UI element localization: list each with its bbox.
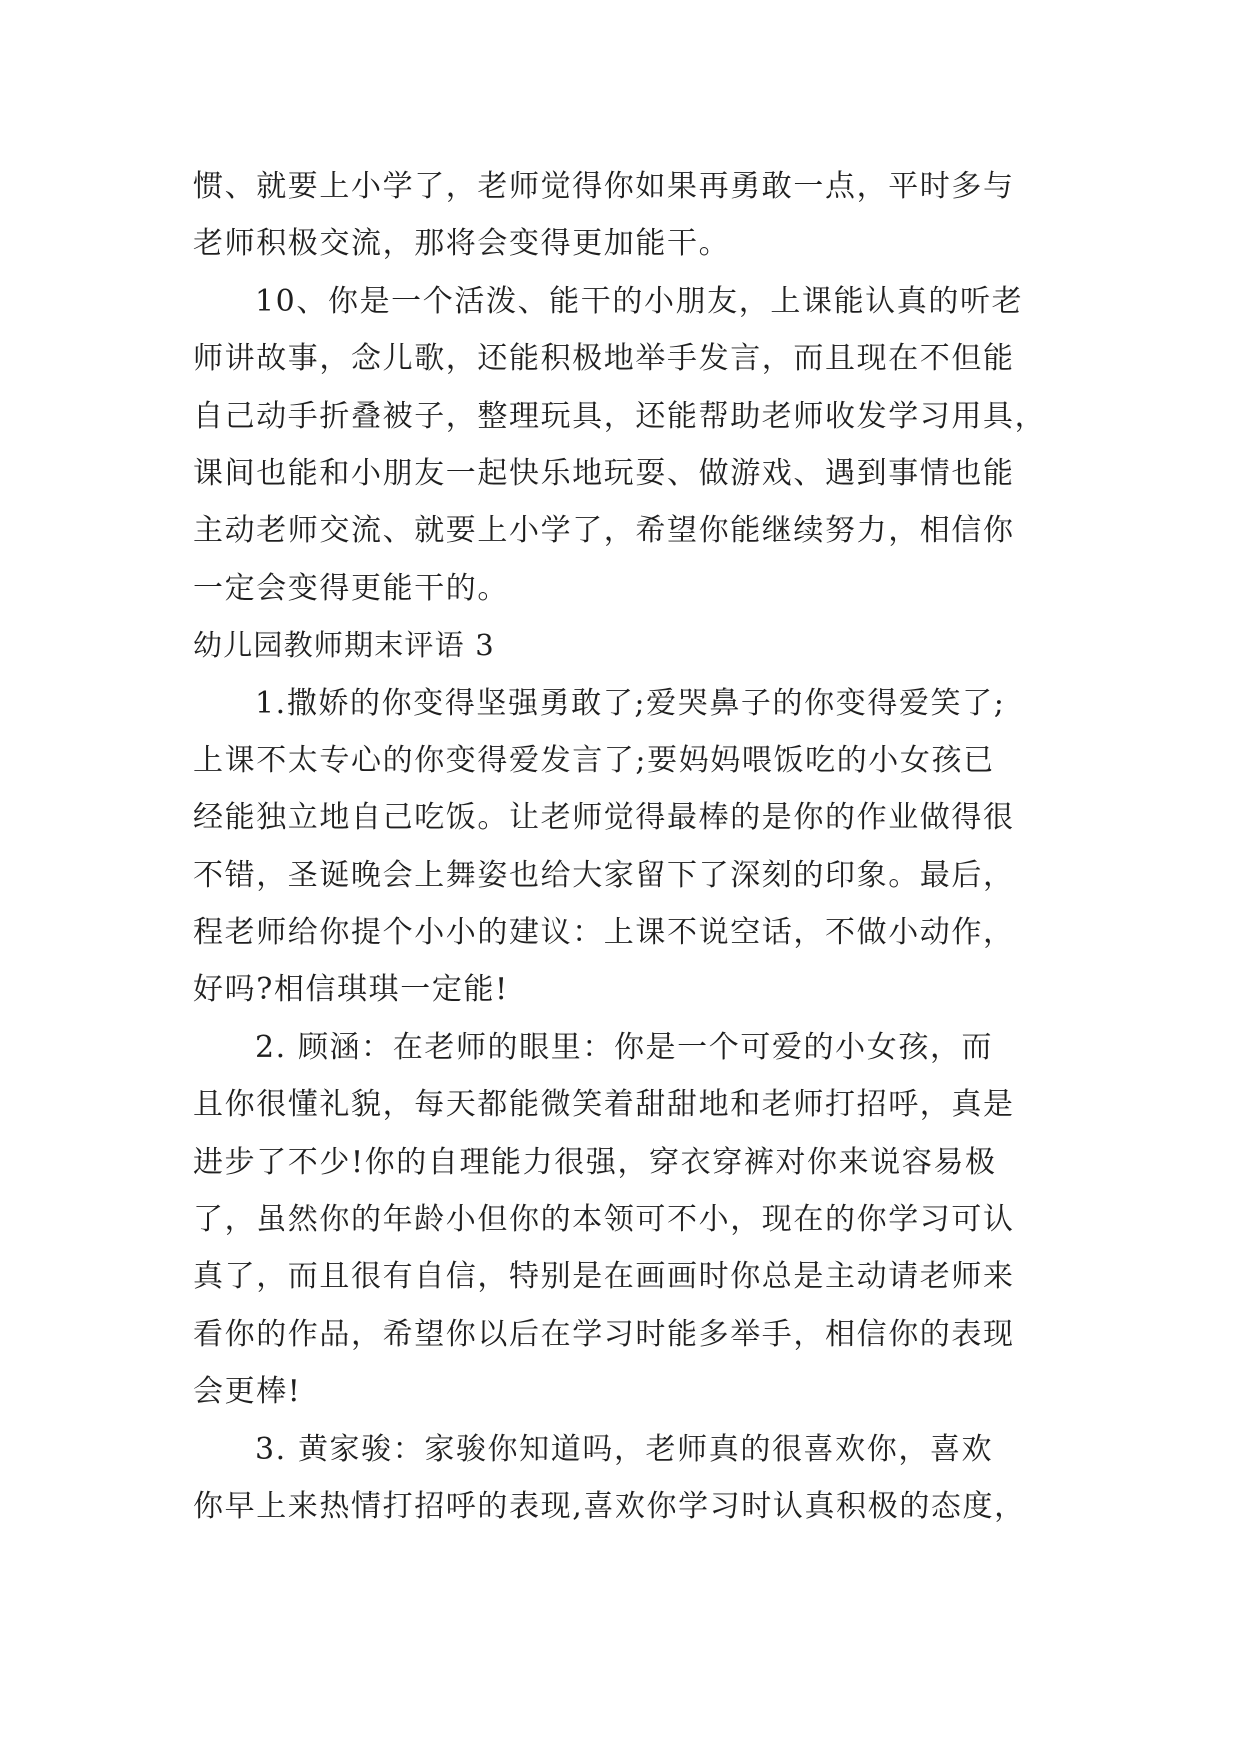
text-line: 且你很懂礼貌，每天都能微笑着甜甜地和老师打招呼，真是 bbox=[193, 1087, 1015, 1123]
text-line: 你早上来热情打招呼的表现,喜欢你学习时认真积极的态度， bbox=[193, 1488, 1026, 1524]
text-line: 师讲故事，念儿歌，还能积极地举手发言，而且现在不但能 bbox=[193, 341, 1015, 377]
text-line: 上课不太专心的你变得爱发言了;要妈妈喂饭吃的小女孩已 bbox=[193, 742, 995, 778]
text-line: 10、你是一个活泼、能干的小朋友，上课能认真的听老 bbox=[255, 283, 1024, 319]
text-line: 好吗?相信琪琪一定能! bbox=[193, 972, 509, 1008]
text-line: 主动老师交流、就要上小学了，希望你能继续努力，相信你 bbox=[193, 513, 1015, 549]
text-line: 看你的作品，希望你以后在学习时能多举手，相信你的表现 bbox=[193, 1316, 1015, 1352]
text-line: 惯、就要上小学了，老师觉得你如果再勇敢一点，平时多与 bbox=[193, 169, 1015, 204]
document-page bbox=[193, 158, 1053, 1535]
text-line: 了，虽然你的年龄小但你的本领可不小，现在的你学习可认 bbox=[193, 1202, 1015, 1238]
text-line: 进步了不少!你的自理能力很强，穿衣穿裤对你来说容易极 bbox=[193, 1144, 997, 1180]
text-line: 老师积极交流，那将会变得更加能干。 bbox=[193, 226, 731, 262]
text-line: 1.撒娇的你变得坚强勇敢了;爱哭鼻子的你变得爱笑了; bbox=[255, 685, 1006, 721]
text-line: 经能独立地自己吃饭。让老师觉得最棒的是你的作业做得很 bbox=[193, 800, 1015, 836]
text-line: 一定会变得更能干的。 bbox=[193, 570, 509, 606]
text-line: 课间也能和小朋友一起快乐地玩耍、做游戏、遇到事情也能 bbox=[193, 455, 1015, 491]
text-line: 程老师给你提个小小的建议：上课不说空话，不做小动作， bbox=[193, 915, 1015, 951]
text-line: 不错，圣诞晚会上舞姿也给大家留下了深刻的印象。最后， bbox=[193, 857, 1015, 893]
text-line: 3. 黄家骏：家骏你知道吗，老师真的很喜欢你，喜欢 bbox=[255, 1431, 994, 1467]
text-line: 会更棒! bbox=[193, 1374, 302, 1410]
text-line: 真了，而且很有自信，特别是在画画时你总是主动请老师来 bbox=[193, 1259, 1015, 1295]
text-line: 2. 顾涵：在老师的眼里：你是一个可爱的小女孩，而 bbox=[255, 1029, 994, 1065]
text-line: 自己动手折叠被子，整理玩具，还能帮助老师收发学习用具， bbox=[193, 398, 1047, 434]
section-heading: 幼儿园教师期末评语 3 bbox=[193, 628, 495, 663]
